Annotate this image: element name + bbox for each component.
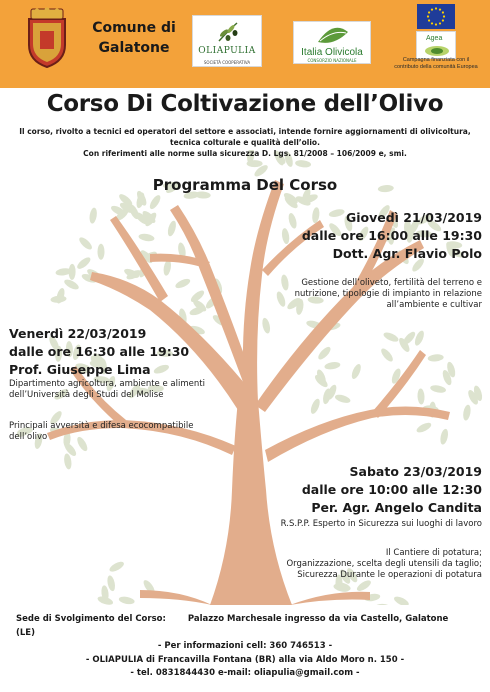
footer-sede — [0, 613, 490, 640]
session-giovedi-desc — [295, 278, 482, 311]
oliapulia-logo — [192, 15, 262, 67]
eu-funding-note: Campagna finanziata con il contributo della comunità Europea — [394, 57, 478, 70]
session-speaker: Dott. Agr. Flavio Polo — [332, 246, 482, 261]
intro-line: Il corso, rivolto a tecnici ed operatori del settore e associati, intende fornire aggiornamenti di olivicoltura, — [19, 127, 471, 136]
intro-line: tecnica colturale e qualità dell’olio. — [170, 138, 320, 147]
session-sabato-desc — [286, 548, 482, 581]
footer-address: - OLIAPULIA di Francavilla Fontana (BR) alla via Aldo Moro n. 150 - — [85, 654, 405, 665]
desc-line: Principali avversità e difesa ecocompatibile — [9, 421, 194, 431]
desc-line: dell’olivo — [9, 432, 48, 442]
sede-value: Palazzo Marchesale ingresso da via Castello, Galatone (LE) — [16, 614, 449, 638]
session-venerdi — [9, 325, 189, 379]
desc-line: Gestione dell’oliveto, fertilità del terreno e — [301, 278, 482, 288]
intro-line: Con riferimenti alle norme sulla sicurezza D. Lgs. 81/2008 – 106/2009 e, smi. — [83, 149, 407, 158]
session-venerdi-affiliation — [9, 379, 205, 401]
italia-olivicola-subtext: CONSORZIO NAZIONALE — [307, 58, 357, 63]
agea-logo — [416, 31, 456, 59]
desc-line: Dipartimento agricoltura, ambiente e alimenti — [9, 379, 205, 389]
session-date: Venerdì 22/03/2019 — [9, 326, 147, 341]
sede-label: Sede di Svolgimento del Corso: — [16, 614, 166, 624]
session-date: Sabato 23/03/2019 — [349, 464, 482, 479]
oliapulia-logo-subtext: SOCIETÀ COOPERATIVA — [203, 60, 251, 65]
programma-heading: Programma Del Corso — [152, 176, 338, 194]
italia-olivicola-logo — [293, 21, 371, 64]
desc-line: Organizzazione, scelta degli utensili da taglio; — [286, 559, 482, 569]
comune-label: Comune di Galatone — [92, 20, 176, 56]
session-venerdi-desc — [9, 421, 193, 443]
desc-line: Il Cantiere di potatura; — [385, 548, 482, 558]
page-title: Corso Di Coltivazione dell’Olivo — [46, 91, 444, 117]
footer-info — [0, 613, 490, 681]
agea-logo-text: Agea — [426, 35, 443, 42]
session-sabato-role: R.S.P.P. Esperto in Sicurezza sui luoghi di lavoro — [280, 519, 482, 529]
desc-line: Sicurezza Durante le operazioni di potatura — [297, 570, 482, 580]
session-date: Giovedì 21/03/2019 — [345, 210, 482, 225]
agea-emblem-icon — [423, 45, 451, 57]
desc-line: all’ambiente e cultivar — [386, 300, 482, 310]
session-speaker: Per. Agr. Angelo Candita — [311, 500, 482, 515]
session-speaker: Prof. Giuseppe Lima — [9, 362, 151, 377]
desc-line: dell’Università degli Studi del Molise — [9, 390, 164, 400]
footer-info-line: - Per informazioni cell: 360 746513 - — [157, 641, 333, 651]
eu-flag-icon — [417, 4, 455, 29]
header-banner — [0, 0, 490, 88]
olive-leaf-icon — [316, 24, 350, 46]
italia-olivicola-text: Italia Olivicola — [301, 47, 363, 58]
desc-line: nutrizione, tipologie di impianto in relazione — [294, 289, 482, 299]
galatone-crest-icon — [25, 7, 69, 69]
session-time: dalle ore 16:30 alle 19:30 — [9, 344, 190, 359]
footer-contacts: - tel. 0831844430 e-mail: oliapulia@gmail.com - — [130, 668, 360, 678]
session-time: dalle ore 10:00 alle 12:30 — [301, 482, 482, 497]
session-time: dalle ore 16:00 alle 19:30 — [301, 228, 482, 243]
olive-branch-icon — [215, 19, 241, 45]
oliapulia-logo-text: OLIAPULIA — [198, 46, 256, 56]
session-sabato — [302, 463, 482, 517]
session-giovedi — [302, 209, 482, 263]
intro-text — [16, 126, 474, 159]
